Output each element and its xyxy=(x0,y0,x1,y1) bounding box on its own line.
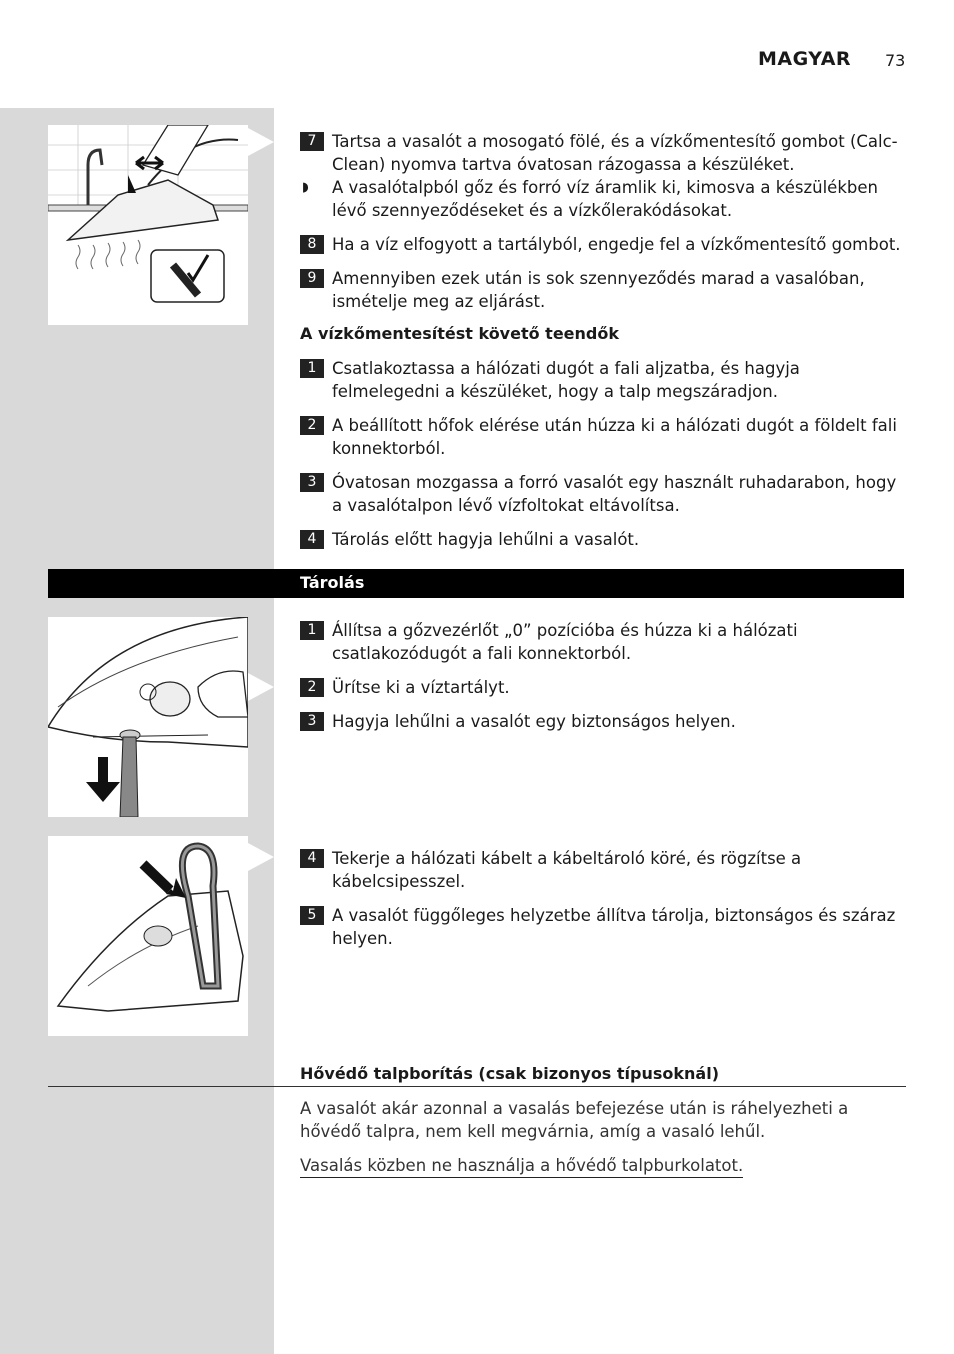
after-step-3 xyxy=(300,471,906,517)
after-step-4 xyxy=(300,528,906,551)
page-number: 73 xyxy=(885,51,906,70)
step-7 xyxy=(300,130,906,176)
step-number: 3 xyxy=(300,473,324,492)
step-8 xyxy=(300,233,906,256)
bullet-icon: ◗ xyxy=(302,180,309,195)
after-step-1 xyxy=(300,357,906,403)
step-text: Tartsa a vasalót a mosogató fölé, és a vízkőmentesítő gombot (Calc-Clean) nyomva tartva óvatosan rázogassa a készüléket. xyxy=(332,132,898,174)
section-title: Tárolás xyxy=(300,573,365,592)
illustration-descaling-sink xyxy=(48,125,248,325)
step-text: A beállított hőfok elérése után húzza ki a hálózati dugót a földelt fali konnektorból. xyxy=(332,416,897,458)
step-text: Óvatosan mozgassa a forró vasalót egy használt ruhadarabon, hogy a vasalótalpon lévő vízfoltokat eltávolítsa. xyxy=(332,473,897,515)
cord-storage-drawing xyxy=(48,836,248,1036)
after-descaling-heading: A vízkőmentesítést követő teendők xyxy=(300,324,619,343)
heat-cover-paragraph: A vasalót akár azonnal a vasalás befejezése után is ráhelyezheti a hővédő talpra, nem kell megvárnia, amíg a vasaló lehűl. xyxy=(300,1099,849,1141)
section-divider xyxy=(48,1086,906,1087)
step-text: Állítsa a gőzvezérlőt „0” pozícióba és húzza ki a hálózati csatlakozódugót a fali konnektorból. xyxy=(332,621,798,663)
step-bullet-result xyxy=(300,176,906,222)
step-text: Amennyiben ezek után is sok szennyeződés marad a vasalóban, ismételje meg az eljárást. xyxy=(332,269,865,311)
step-number: 4 xyxy=(300,530,324,549)
step-number: 1 xyxy=(300,359,324,378)
step-text: Csatlakoztassa a hálózati dugót a fali aljzatba, és hagyja felmelegedni a készüléket, hogy a talp megszáradjon. xyxy=(332,359,800,401)
illustration-empty-tank xyxy=(48,617,248,817)
step-text: Hagyja lehűlni a vasalót egy biztonságos helyen. xyxy=(332,712,736,731)
language-label: MAGYAR xyxy=(758,48,852,70)
step-number: 5 xyxy=(300,906,324,925)
heat-cover-note xyxy=(300,1154,904,1177)
note-text: Vasalás közben ne használja a hővédő talpburkolatot. xyxy=(300,1156,743,1178)
step-text: Tárolás előtt hagyja lehűlni a vasalót. xyxy=(332,530,640,549)
step-number: 4 xyxy=(300,849,324,868)
storage-step-3 xyxy=(300,710,906,733)
step-number: 2 xyxy=(300,416,324,435)
step-number: 3 xyxy=(300,712,324,731)
storage-step-4 xyxy=(300,847,906,893)
descaling-sink-drawing xyxy=(48,125,248,325)
step-number: 7 xyxy=(300,132,324,151)
step-text: Ürítse ki a víztartályt. xyxy=(332,678,510,697)
step-number: 2 xyxy=(300,678,324,697)
step-9 xyxy=(300,267,906,313)
illustration-pointer xyxy=(248,843,274,871)
step-number: 8 xyxy=(300,235,324,254)
heat-cover-heading: Hővédő talpborítás (csak bizonyos típusoknál) xyxy=(300,1064,720,1083)
step-number: 1 xyxy=(300,621,324,640)
step-text: Tekerje a hálózati kábelt a kábeltároló köré, és rögzítse a kábelcsipesszel. xyxy=(332,849,802,891)
empty-tank-drawing xyxy=(48,617,248,817)
illustration-cord-storage xyxy=(48,836,248,1036)
illustration-pointer xyxy=(248,673,274,701)
storage-step-5 xyxy=(300,904,906,950)
section-bar-storage xyxy=(48,569,904,598)
step-text: Ha a víz elfogyott a tartályból, engedje fel a vízkőmentesítő gombot. xyxy=(332,235,901,254)
step-text: A vasalótalpból gőz és forró víz áramlik ki, kimosva a készülékben lévő szennyeződéseket és a vízkőlerakódásokat. xyxy=(332,178,878,220)
step-text: A vasalót függőleges helyzetbe állítva tárolja, biztonságos és száraz helyen. xyxy=(332,906,896,948)
illustration-pointer xyxy=(248,128,274,156)
after-step-2 xyxy=(300,414,906,460)
step-number: 9 xyxy=(300,269,324,288)
storage-step-2 xyxy=(300,676,906,699)
storage-step-1 xyxy=(300,619,906,665)
